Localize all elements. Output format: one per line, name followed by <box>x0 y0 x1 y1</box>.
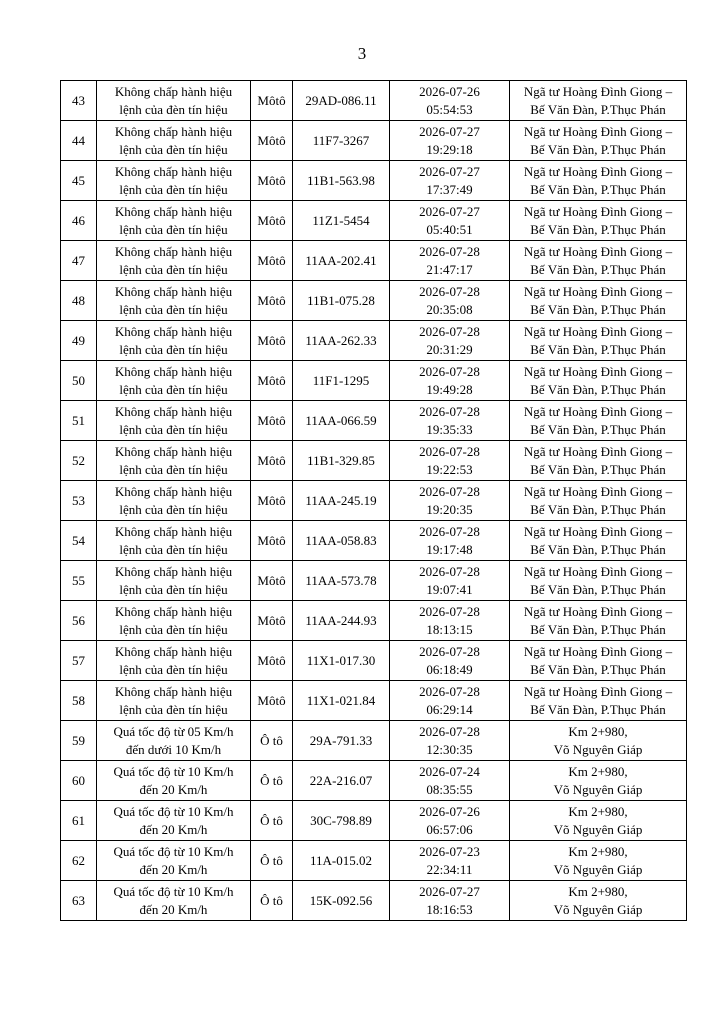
table-row <box>61 121 687 161</box>
license-plate-cell: 11F7-3267 <box>293 121 390 161</box>
row-number-cell: 57 <box>61 641 97 681</box>
location-text: Bế Văn Đàn, P.Thục Phán <box>530 181 666 197</box>
violation-cell <box>97 681 251 721</box>
vehicle-type-cell: Môtô <box>251 601 293 641</box>
row-number-cell: 46 <box>61 201 97 241</box>
location-text: Ngã tư Hoàng Đình Giong – <box>523 643 673 659</box>
violation-cell <box>97 441 251 481</box>
location-text: Ngã tư Hoàng Đình Giong – <box>523 483 673 499</box>
violation-text: Quá tốc độ từ 05 Km/h <box>113 723 234 739</box>
table-row <box>61 201 687 241</box>
vehicle-type-cell: Ô tô <box>251 841 293 881</box>
violation-time: 06:29:14 <box>426 701 473 717</box>
violation-text: Không chấp hành hiệu <box>114 123 233 139</box>
location-cell <box>510 601 687 641</box>
violation-cell <box>97 281 251 321</box>
violation-cell <box>97 121 251 161</box>
violation-date: 2026-07-24 <box>419 763 480 779</box>
violation-date: 2026-07-27 <box>419 203 480 219</box>
table-row <box>61 401 687 441</box>
license-plate-cell: 11X1-017.30 <box>293 641 390 681</box>
datetime-cell <box>390 601 510 641</box>
table-row <box>61 801 687 841</box>
violation-date: 2026-07-28 <box>419 363 480 379</box>
location-cell <box>510 121 687 161</box>
violation-time: 19:35:33 <box>426 421 473 437</box>
license-plate-cell: 11F1-1295 <box>293 361 390 401</box>
violation-text: lệnh của đèn tín hiệu <box>119 341 228 357</box>
violation-text: Không chấp hành hiệu <box>114 83 233 99</box>
row-number-cell: 56 <box>61 601 97 641</box>
table-row <box>61 881 687 921</box>
table-row <box>61 721 687 761</box>
violation-text: Không chấp hành hiệu <box>114 443 233 459</box>
violation-cell <box>97 161 251 201</box>
location-cell <box>510 721 687 761</box>
location-text: Bế Văn Đàn, P.Thục Phán <box>530 701 666 717</box>
row-number-cell: 54 <box>61 521 97 561</box>
violation-date: 2026-07-28 <box>419 403 480 419</box>
vehicle-type-cell: Môtô <box>251 241 293 281</box>
row-number-cell: 61 <box>61 801 97 841</box>
table-row <box>61 681 687 721</box>
violation-time: 21:47:17 <box>426 261 473 277</box>
location-cell <box>510 761 687 801</box>
datetime-cell <box>390 321 510 361</box>
location-text: Ngã tư Hoàng Đình Giong – <box>523 323 673 339</box>
vehicle-type-cell: Môtô <box>251 481 293 521</box>
violation-cell <box>97 401 251 441</box>
violation-date: 2026-07-27 <box>419 883 480 899</box>
location-cell <box>510 401 687 441</box>
violation-text: Quá tốc độ từ 10 Km/h <box>113 763 234 779</box>
vehicle-type-cell: Môtô <box>251 121 293 161</box>
violations-table <box>60 80 687 921</box>
location-text: Km 2+980, <box>568 723 628 739</box>
violation-text: lệnh của đèn tín hiệu <box>119 661 228 677</box>
row-number-cell: 59 <box>61 721 97 761</box>
row-number-cell: 48 <box>61 281 97 321</box>
datetime-cell <box>390 481 510 521</box>
location-text: Bế Văn Đàn, P.Thục Phán <box>530 101 666 117</box>
location-text: Km 2+980, <box>568 763 628 779</box>
violation-time: 17:37:49 <box>426 181 473 197</box>
vehicle-type-cell: Môtô <box>251 161 293 201</box>
license-plate-cell: 11B1-329.85 <box>293 441 390 481</box>
violation-text: Không chấp hành hiệu <box>114 483 233 499</box>
license-plate-cell: 11AA-573.78 <box>293 561 390 601</box>
vehicle-type-cell: Môtô <box>251 521 293 561</box>
location-cell <box>510 321 687 361</box>
location-text: Km 2+980, <box>568 883 628 899</box>
row-number-cell: 47 <box>61 241 97 281</box>
vehicle-type-cell: Môtô <box>251 681 293 721</box>
location-text: Bế Văn Đàn, P.Thục Phán <box>530 301 666 317</box>
datetime-cell <box>390 681 510 721</box>
violation-cell <box>97 521 251 561</box>
violation-cell <box>97 81 251 121</box>
violation-text: đến 20 Km/h <box>139 781 208 797</box>
license-plate-cell: 11AA-058.83 <box>293 521 390 561</box>
vehicle-type-cell: Ô tô <box>251 761 293 801</box>
vehicle-type-cell: Môtô <box>251 401 293 441</box>
location-text: Bế Văn Đàn, P.Thục Phán <box>530 661 666 677</box>
table-row <box>61 281 687 321</box>
datetime-cell <box>390 121 510 161</box>
violation-text: Không chấp hành hiệu <box>114 243 233 259</box>
row-number-cell: 50 <box>61 361 97 401</box>
violation-date: 2026-07-28 <box>419 563 480 579</box>
location-text: Bế Văn Đàn, P.Thục Phán <box>530 221 666 237</box>
violation-text: Không chấp hành hiệu <box>114 163 233 179</box>
violation-date: 2026-07-28 <box>419 443 480 459</box>
violation-cell <box>97 481 251 521</box>
license-plate-cell: 11AA-066.59 <box>293 401 390 441</box>
vehicle-type-cell: Môtô <box>251 81 293 121</box>
violation-text: đến dưới 10 Km/h <box>125 741 222 757</box>
license-plate-cell: 29A-791.33 <box>293 721 390 761</box>
location-text: Ngã tư Hoàng Đình Giong – <box>523 283 673 299</box>
license-plate-cell: 11B1-075.28 <box>293 281 390 321</box>
location-text: Ngã tư Hoàng Đình Giong – <box>523 163 673 179</box>
location-text: Bế Văn Đàn, P.Thục Phán <box>530 421 666 437</box>
license-plate-cell: 15K-092.56 <box>293 881 390 921</box>
license-plate-cell: 29AD-086.11 <box>293 81 390 121</box>
violation-text: Không chấp hành hiệu <box>114 283 233 299</box>
vehicle-type-cell: Môtô <box>251 441 293 481</box>
license-plate-cell: 11AA-262.33 <box>293 321 390 361</box>
row-number-cell: 43 <box>61 81 97 121</box>
violation-time: 19:49:28 <box>426 381 473 397</box>
violation-cell <box>97 641 251 681</box>
location-cell <box>510 161 687 201</box>
violation-time: 20:35:08 <box>426 301 473 317</box>
violation-time: 06:57:06 <box>426 821 473 837</box>
datetime-cell <box>390 441 510 481</box>
violation-cell <box>97 361 251 401</box>
table-row <box>61 161 687 201</box>
violation-text: lệnh của đèn tín hiệu <box>119 381 228 397</box>
violation-time: 18:13:15 <box>426 621 473 637</box>
location-cell <box>510 681 687 721</box>
table-row <box>61 641 687 681</box>
location-cell <box>510 441 687 481</box>
row-number-cell: 49 <box>61 321 97 361</box>
violation-cell <box>97 761 251 801</box>
license-plate-cell: 11Z1-5454 <box>293 201 390 241</box>
location-text: Võ Nguyên Giáp <box>553 741 643 757</box>
vehicle-type-cell: Ô tô <box>251 881 293 921</box>
violation-text: Không chấp hành hiệu <box>114 203 233 219</box>
violation-text: Quá tốc độ từ 10 Km/h <box>113 803 234 819</box>
vehicle-type-cell: Môtô <box>251 321 293 361</box>
datetime-cell <box>390 761 510 801</box>
datetime-cell <box>390 881 510 921</box>
violation-text: Không chấp hành hiệu <box>114 363 233 379</box>
location-text: Bế Văn Đàn, P.Thục Phán <box>530 621 666 637</box>
location-text: Km 2+980, <box>568 803 628 819</box>
row-number-cell: 51 <box>61 401 97 441</box>
location-text: Ngã tư Hoàng Đình Giong – <box>523 363 673 379</box>
location-text: Võ Nguyên Giáp <box>553 861 643 877</box>
violation-date: 2026-07-28 <box>419 323 480 339</box>
location-cell <box>510 801 687 841</box>
violation-text: đến 20 Km/h <box>139 861 208 877</box>
location-text: Bế Văn Đàn, P.Thục Phán <box>530 341 666 357</box>
violation-date: 2026-07-23 <box>419 843 480 859</box>
location-text: Võ Nguyên Giáp <box>553 901 643 917</box>
vehicle-type-cell: Ô tô <box>251 721 293 761</box>
row-number-cell: 62 <box>61 841 97 881</box>
row-number-cell: 44 <box>61 121 97 161</box>
violation-date: 2026-07-26 <box>419 83 480 99</box>
row-number-cell: 53 <box>61 481 97 521</box>
violation-cell <box>97 801 251 841</box>
location-text: Ngã tư Hoàng Đình Giong – <box>523 123 673 139</box>
datetime-cell <box>390 241 510 281</box>
violation-time: 22:34:11 <box>426 861 473 877</box>
violation-text: lệnh của đèn tín hiệu <box>119 181 228 197</box>
violation-cell <box>97 601 251 641</box>
datetime-cell <box>390 641 510 681</box>
vehicle-type-cell: Môtô <box>251 361 293 401</box>
location-cell <box>510 641 687 681</box>
location-text: Bế Văn Đàn, P.Thục Phán <box>530 381 666 397</box>
license-plate-cell: 11A-015.02 <box>293 841 390 881</box>
location-text: Ngã tư Hoàng Đình Giong – <box>523 403 673 419</box>
violation-time: 19:17:48 <box>426 541 473 557</box>
violation-time: 05:54:53 <box>426 101 473 117</box>
location-text: Ngã tư Hoàng Đình Giong – <box>523 443 673 459</box>
table-row <box>61 521 687 561</box>
datetime-cell <box>390 801 510 841</box>
violation-text: lệnh của đèn tín hiệu <box>119 581 228 597</box>
datetime-cell <box>390 561 510 601</box>
location-cell <box>510 521 687 561</box>
violation-time: 19:22:53 <box>426 461 473 477</box>
location-cell <box>510 881 687 921</box>
violation-date: 2026-07-27 <box>419 163 480 179</box>
datetime-cell <box>390 841 510 881</box>
row-number-cell: 58 <box>61 681 97 721</box>
location-text: Ngã tư Hoàng Đình Giong – <box>523 603 673 619</box>
violation-date: 2026-07-28 <box>419 243 480 259</box>
table-row <box>61 561 687 601</box>
location-text: Ngã tư Hoàng Đình Giong – <box>523 83 673 99</box>
datetime-cell <box>390 361 510 401</box>
row-number-cell: 45 <box>61 161 97 201</box>
table-row <box>61 841 687 881</box>
table-row <box>61 241 687 281</box>
violation-cell <box>97 321 251 361</box>
violation-text: đến 20 Km/h <box>139 821 208 837</box>
row-number-cell: 60 <box>61 761 97 801</box>
violation-text: Quá tốc độ từ 10 Km/h <box>113 883 234 899</box>
license-plate-cell: 11B1-563.98 <box>293 161 390 201</box>
row-number-cell: 63 <box>61 881 97 921</box>
license-plate-cell: 11X1-021.84 <box>293 681 390 721</box>
vehicle-type-cell: Môtô <box>251 561 293 601</box>
location-text: Bế Văn Đàn, P.Thục Phán <box>530 141 666 157</box>
violation-text: Không chấp hành hiệu <box>114 403 233 419</box>
violation-date: 2026-07-28 <box>419 603 480 619</box>
datetime-cell <box>390 81 510 121</box>
location-cell <box>510 481 687 521</box>
license-plate-cell: 22A-216.07 <box>293 761 390 801</box>
violation-time: 19:07:41 <box>426 581 473 597</box>
location-text: Ngã tư Hoàng Đình Giong – <box>523 563 673 579</box>
license-plate-cell: 11AA-244.93 <box>293 601 390 641</box>
table-row <box>61 441 687 481</box>
violation-text: Không chấp hành hiệu <box>114 643 233 659</box>
datetime-cell <box>390 401 510 441</box>
vehicle-type-cell: Ô tô <box>251 801 293 841</box>
violation-text: lệnh của đèn tín hiệu <box>119 301 228 317</box>
violation-cell <box>97 241 251 281</box>
table-row <box>61 601 687 641</box>
location-text: Ngã tư Hoàng Đình Giong – <box>523 243 673 259</box>
violation-text: Không chấp hành hiệu <box>114 323 233 339</box>
location-text: Võ Nguyên Giáp <box>553 781 643 797</box>
violation-time: 06:18:49 <box>426 661 473 677</box>
table-row <box>61 761 687 801</box>
violation-text: Không chấp hành hiệu <box>114 603 233 619</box>
datetime-cell <box>390 201 510 241</box>
violation-time: 12:30:35 <box>426 741 473 757</box>
violation-text: Không chấp hành hiệu <box>114 683 233 699</box>
datetime-cell <box>390 161 510 201</box>
violation-cell <box>97 201 251 241</box>
table-row <box>61 361 687 401</box>
location-text: Ngã tư Hoàng Đình Giong – <box>523 203 673 219</box>
location-cell <box>510 281 687 321</box>
violation-text: lệnh của đèn tín hiệu <box>119 541 228 557</box>
violation-text: lệnh của đèn tín hiệu <box>119 621 228 637</box>
table-row <box>61 321 687 361</box>
violation-text: Quá tốc độ từ 10 Km/h <box>113 843 234 859</box>
vehicle-type-cell: Môtô <box>251 201 293 241</box>
violation-date: 2026-07-28 <box>419 283 480 299</box>
location-text: Bế Văn Đàn, P.Thục Phán <box>530 461 666 477</box>
location-text: Bế Văn Đàn, P.Thục Phán <box>530 541 666 557</box>
row-number-cell: 55 <box>61 561 97 601</box>
violations-table-body <box>61 81 687 921</box>
violation-time: 08:35:55 <box>426 781 473 797</box>
violation-date: 2026-07-26 <box>419 803 480 819</box>
violation-text: lệnh của đèn tín hiệu <box>119 101 228 117</box>
location-cell <box>510 81 687 121</box>
location-text: Võ Nguyên Giáp <box>553 821 643 837</box>
location-text: Bế Văn Đàn, P.Thục Phán <box>530 261 666 277</box>
location-text: Bế Văn Đàn, P.Thục Phán <box>530 581 666 597</box>
violation-text: Không chấp hành hiệu <box>114 523 233 539</box>
violation-text: lệnh của đèn tín hiệu <box>119 501 228 517</box>
datetime-cell <box>390 721 510 761</box>
license-plate-cell: 30C-798.89 <box>293 801 390 841</box>
page-number: 3 <box>357 44 367 63</box>
location-text: Bế Văn Đàn, P.Thục Phán <box>530 501 666 517</box>
violation-cell <box>97 841 251 881</box>
license-plate-cell: 11AA-245.19 <box>293 481 390 521</box>
violation-date: 2026-07-28 <box>419 683 480 699</box>
location-text: Km 2+980, <box>568 843 628 859</box>
table-row <box>61 481 687 521</box>
table-row <box>61 81 687 121</box>
license-plate-cell: 11AA-202.41 <box>293 241 390 281</box>
violation-date: 2026-07-28 <box>419 723 480 739</box>
datetime-cell <box>390 521 510 561</box>
violation-cell <box>97 881 251 921</box>
violation-time: 19:29:18 <box>426 141 473 157</box>
violation-time: 20:31:29 <box>426 341 473 357</box>
violation-text: lệnh của đèn tín hiệu <box>119 141 228 157</box>
location-cell <box>510 841 687 881</box>
vehicle-type-cell: Môtô <box>251 641 293 681</box>
location-text: Ngã tư Hoàng Đình Giong – <box>523 523 673 539</box>
violation-text: lệnh của đèn tín hiệu <box>119 421 228 437</box>
violation-text: lệnh của đèn tín hiệu <box>119 221 228 237</box>
violation-time: 19:20:35 <box>426 501 473 517</box>
violation-text: đến 20 Km/h <box>139 901 208 917</box>
violation-text: Không chấp hành hiệu <box>114 563 233 579</box>
violation-date: 2026-07-28 <box>419 483 480 499</box>
violation-cell <box>97 721 251 761</box>
violation-text: lệnh của đèn tín hiệu <box>119 461 228 477</box>
location-text: Ngã tư Hoàng Đình Giong – <box>523 683 673 699</box>
row-number-cell: 52 <box>61 441 97 481</box>
location-cell <box>510 201 687 241</box>
location-cell <box>510 361 687 401</box>
violation-time: 18:16:53 <box>426 901 473 917</box>
violation-date: 2026-07-28 <box>419 643 480 659</box>
violation-time: 05:40:51 <box>426 221 473 237</box>
violation-date: 2026-07-27 <box>419 123 480 139</box>
location-cell <box>510 241 687 281</box>
vehicle-type-cell: Môtô <box>251 281 293 321</box>
violation-text: lệnh của đèn tín hiệu <box>119 261 228 277</box>
location-cell <box>510 561 687 601</box>
violation-text: lệnh của đèn tín hiệu <box>119 701 228 717</box>
violation-date: 2026-07-28 <box>419 523 480 539</box>
violation-cell <box>97 561 251 601</box>
datetime-cell <box>390 281 510 321</box>
